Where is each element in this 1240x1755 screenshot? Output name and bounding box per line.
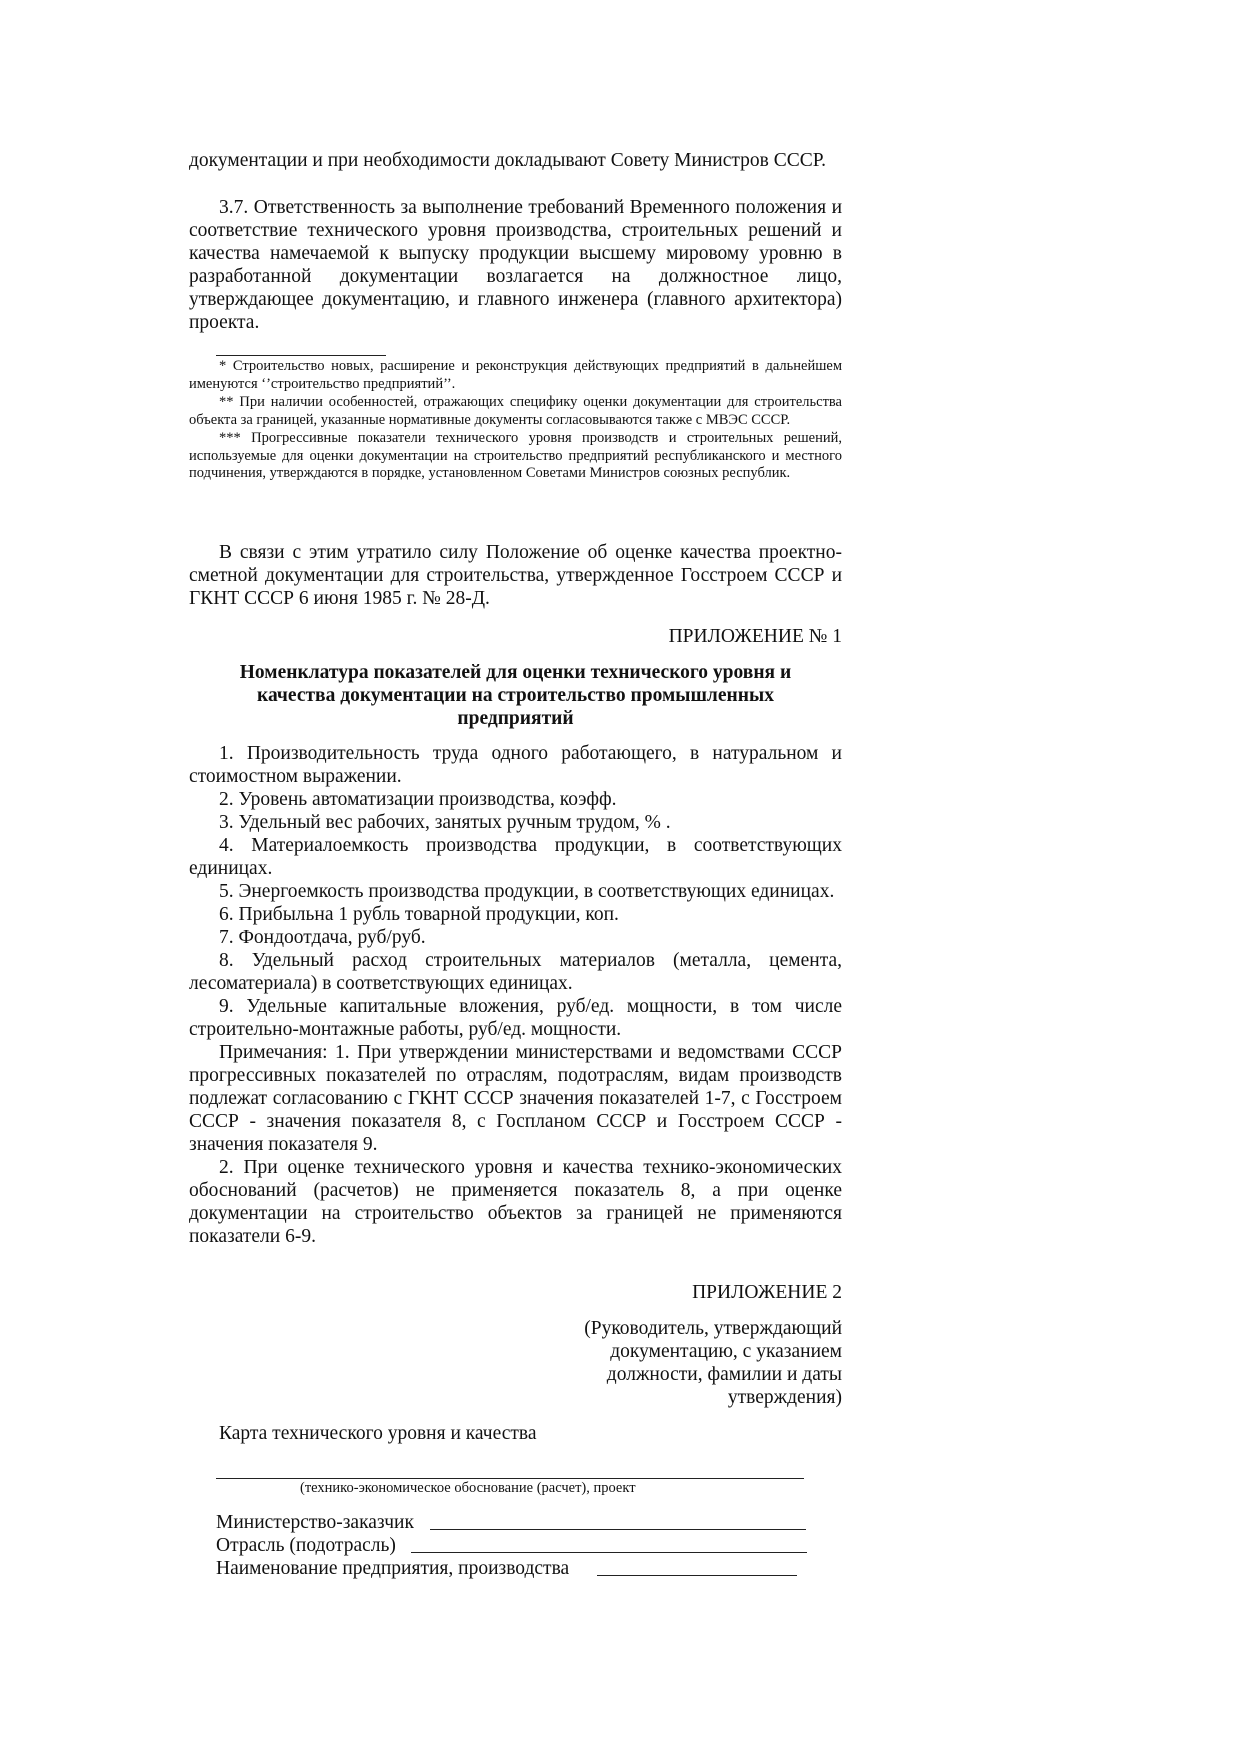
- approver-line-3: должности, фамилии и даты: [606, 1364, 842, 1385]
- clause-3-7: [189, 196, 842, 334]
- footnote-2: ** При наличии особенностей, отражающих специфику оценки документации для строительства объекта за границей, указанные нормативные документы согласовываются также с МВЭС СССР.: [189, 394, 842, 428]
- list-item: 3. Удельный вес рабочих, занятых ручным трудом, % .: [219, 812, 671, 833]
- card-caption: (технико-экономическое обоснование (расчет), проект: [300, 1480, 636, 1496]
- footnote-1: * Строительство новых, расширение и реконструкция действующих предприятий в дальнейшем именуются ‘’строительство предприятий’’.: [189, 358, 842, 392]
- footnote-separator: [216, 355, 386, 356]
- card-fields: [216, 1511, 816, 1580]
- list-item: 4. Материалоемкость производства продукции, в соответствующих единицах.: [189, 835, 842, 879]
- field-branch: [216, 1534, 816, 1557]
- list-item: 2. Уровень автоматизации производства, коэфф.: [219, 789, 617, 810]
- continuation-text: документации и при необходимости докладывают Совету Министров СССР.: [189, 150, 827, 171]
- field-ministry: [216, 1511, 816, 1534]
- card-title-block: [189, 1422, 842, 1445]
- appendix-2-label: ПРИЛОЖЕНИЕ 2: [692, 1282, 842, 1303]
- list-item: 8. Удельный расход строительных материалов (металла, цемента, лесоматериала) в соответствующих единицах.: [189, 950, 842, 994]
- card-title: Карта технического уровня и качества: [219, 1423, 537, 1444]
- field-enterprise-label: Наименование предприятия, производства: [216, 1558, 570, 1579]
- appendix-1-title-line-2: качества документации на строительство промышленных: [257, 685, 774, 706]
- field-branch-label: Отрасль (подотрасль): [216, 1535, 396, 1556]
- approver-block: [189, 1317, 842, 1409]
- appendix-2-label-block: [189, 1281, 842, 1304]
- list-item: 6. Прибыльна 1 рубль товарной продукции, коп.: [219, 904, 619, 925]
- document-type-blank: [216, 1478, 804, 1479]
- appendix-1-label-block: [189, 625, 842, 648]
- appendix-1-list: [189, 742, 842, 1248]
- card-caption-block: [189, 1480, 842, 1498]
- list-item: 5. Энергоемкость производства продукции, в соответствующих единицах.: [219, 881, 835, 902]
- appendix-1-title: [189, 661, 842, 730]
- repeal-paragraph: [189, 541, 842, 610]
- list-item: 9. Удельные капитальные вложения, руб/ед. мощности, в том числе строительно-монтажные работы, руб/ед. мощности.: [189, 996, 842, 1040]
- appendix-1-note-1: Примечания: 1. При утверждении министерствами и ведомствами СССР прогрессивных показателей по отраслям, подотраслям, видам производств подлежат согласованию с ГКНТ СССР значения показателей 1-7, с Госстроем СССР - значения показателя 8, с Госпланом СССР и Госстроем СССР - значения показателя 9.: [189, 1042, 842, 1155]
- approver-line-4: утверждения): [727, 1387, 842, 1408]
- field-ministry-label: Министерство-заказчик: [216, 1512, 414, 1533]
- field-enterprise: [216, 1557, 816, 1580]
- approver-line-1: (Руководитель, утверждающий: [584, 1318, 842, 1339]
- appendix-1-title-line-3: предприятий: [457, 708, 574, 729]
- appendix-1-note-2: 2. При оценке технического уровня и качества технико-экономических обоснований (расчетов) не применяется показатель 8, а при оценке документации на строительство объектов за границей не применяются показатели 6-9.: [189, 1157, 842, 1247]
- list-item: 7. Фондоотдача, руб/руб.: [219, 927, 426, 948]
- repeal-text: В связи с этим утратило силу Положение об оценке качества проектно-сметной документации для строительства, утвержденное Госстроем СССР и ГКНТ СССР 6 июня 1985 г. № 28-Д.: [189, 542, 842, 609]
- field-branch-blank: [411, 1552, 807, 1553]
- appendix-1-label: ПРИЛОЖЕНИЕ № 1: [668, 626, 842, 647]
- field-ministry-blank: [430, 1529, 806, 1530]
- list-item: 1. Производительность труда одного работающего, в натуральном и стоимостном выражении.: [189, 743, 842, 787]
- approver-line-2: документацию, с указанием: [610, 1341, 842, 1362]
- appendix-1-title-line-1: Номенклатура показателей для оценки технического уровня и: [239, 662, 792, 683]
- clause-3-7-text: 3.7. Ответственность за выполнение требований Временного положения и соответствие технического уровня производства, строительных решений и качества намечаемой к выпуску продукции высшему мировому уровню в разработанной документации возлагается на должностное лицо, утверждающее документацию, и главного инженера (главного архитектора) проекта.: [189, 197, 842, 333]
- footnotes: [189, 358, 842, 483]
- continuation-paragraph: [189, 149, 842, 172]
- field-enterprise-blank: [597, 1575, 797, 1576]
- footnote-3: *** Прогрессивные показатели технического уровня производств и строительных решений, используемые для оценки документации на строительство предприятий республиканского и местного подчинения, утверждаются в порядке, установленном Советами Министров союзных республик.: [189, 430, 842, 481]
